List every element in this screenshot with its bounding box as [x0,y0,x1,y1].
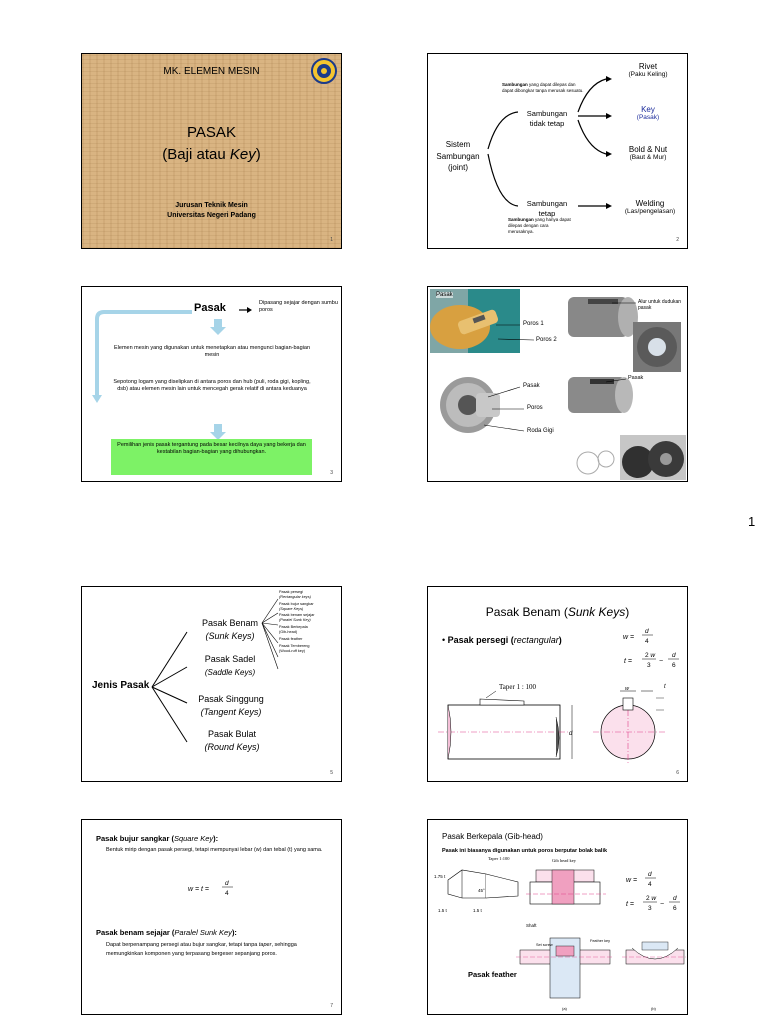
svg-text:6: 6 [672,662,676,669]
slide-number: 6 [676,770,679,776]
note-upper: Sambungan yang dapat dilepas dan dapat dibongkar tanpa merusak sesuatu. [502,82,584,93]
leaf-bolt-nut: Bold & Nut (Baut & Mur) [628,145,668,161]
svg-text:d: d [645,628,649,635]
slide-subtitle: Pasak ini biasanya digunakan untuk poros berputar bolak balik [442,848,608,854]
university-logo [311,58,337,84]
photo-collage [428,287,688,482]
svg-text:4: 4 [648,881,652,888]
svg-text:3: 3 [648,905,652,912]
label-roda-gigi: Roda Gigi [527,428,554,434]
slide-title: PASAK [187,124,236,141]
svg-text:1.5 t: 1.5 t [438,908,447,913]
para-parallel-sunk: Dapat berpenampang persegi atau bujur sangkar, tetapi tanpa taper, sehingga memungkinkan komponen yang terpasang bergeser sepanjang poros. [106,942,297,957]
svg-text:2 w: 2 w [645,652,656,659]
slide-subtitle: (Baji atau Key) [162,146,261,163]
type-sunk: Pasak Benam (Sunk Keys) [201,618,259,642]
taper-label: Taper 1 : 100 [499,683,537,691]
definition-2: Sepotong logam yang diselipkan di antara poros dan hub (puli, roda gigi, kopling, dsb) atau elemen mesin lain untuk mencegah gerak relatif di antara keduanya [113,379,311,393]
svg-text:1.75 t: 1.75 t [434,874,446,879]
node-fixed: Sambungan tetap [526,199,568,219]
svg-text:d: d [225,880,229,887]
slide-2-joint-system [427,53,688,249]
slide-number: 3 [330,470,333,476]
slide-1-title [81,53,342,249]
svg-text:−: − [659,658,664,665]
svg-text:6: 6 [673,905,677,912]
svg-text:Feather key: Feather key [590,939,611,943]
type-saddle: Pasak Sadel (Saddle Keys) [204,654,256,678]
leaf-rivet: Rivet (Paku Keling) [628,62,668,78]
subtype-item: Pasak benam sejajar (Paralel Sunk Key) [279,613,315,623]
definition-1: Elemen mesin yang digunakan untuk menetapkan atau mengunci bagian-bagian mesin [114,345,310,359]
bullet-rectangular: • Pasak persegi (rectangular) [442,635,562,645]
slide-6-sunk-keys [427,586,688,782]
label-poros-2: Poros 2 [536,337,557,343]
subtype-item: Pasak Berkepala (Gib-head) [279,625,308,635]
subtype-item: Pasak feather [279,636,303,641]
svg-text:w =: w = [626,877,638,884]
slide-number: 1 [330,237,333,243]
slide-3-definition [81,286,342,482]
node-not-fixed: Sambungan tidak tetap [526,109,568,129]
gib-head-label: Gib head key [552,858,576,863]
slide-number: 2 [676,237,679,243]
gib-head-drawing [428,820,688,1015]
slide-8-gib-head [427,819,688,1015]
svg-text:t =: t = [624,658,632,665]
label-pasak-3: Pasak [628,375,644,381]
type-round: Pasak Bulat (Round Keys) [204,729,260,753]
svg-text:d: d [569,731,573,737]
heading-square-key: Pasak bujur sangkar (Square Key): [96,834,219,843]
note-lower: Sambungan yang hanya dapat dilepas dengan cara merusaknya. [508,217,571,234]
sunk-key-drawing [428,587,688,782]
svg-text:t =: t = [626,901,634,908]
slide-number: 5 [330,770,333,776]
label-pasak-2: Pasak [523,383,540,389]
pasak-side-note: Dipasang sejajar dengan sumbu poros [259,300,338,314]
svg-text:d: d [673,895,677,902]
slide-number: 7 [330,1003,333,1009]
svg-text:d: d [648,871,652,878]
label-alur: Alur untuk dudukan pasak [638,299,682,312]
taper-label: Taper 1:100 [488,856,510,861]
label-pasak-1: Pasak [436,292,453,298]
pasak-heading: Pasak [194,302,226,314]
key-types-root: Jenis Pasak [92,680,150,691]
feather-label: Pasak feather [468,970,517,979]
subtype-item: Pasak persegi (Rectangular keys) [279,590,311,599]
department: Jurusan Teknik Mesin [175,202,248,209]
svg-text:4: 4 [225,890,229,897]
square-key-formula [82,820,342,1015]
label-poros-1: Poros 1 [523,321,544,327]
university: Universitas Negeri Padang [167,212,256,219]
svg-text:4: 4 [645,638,649,645]
svg-text:w: w [625,686,629,692]
slide-5-key-types [81,586,342,782]
root-node: Sistem Sambungan (joint) [436,140,480,173]
para-square-key: Bentuk mirip dengan pasak persegi, tetapi mempunyai lebar (w) dan tebal (t) yang sama. [106,847,323,853]
slide-4-photos [427,286,688,482]
leaf-welding: Welding (Las/pengelasan) [624,199,676,215]
heading-parallel-sunk: Pasak benam sejajar (Paralel Sunk Key): [96,928,237,937]
subtype-item: Pasak bujur sangkar (Square Keys) [279,601,314,611]
leaf-key: Key (Pasak) [636,105,660,121]
sunk-subtypes [279,590,341,653]
svg-text:t: t [664,684,666,690]
highlight-box: Pemilihan jenis pasak tergantung pada besar kecilnya daya yang bekerja dan kestabilan bagian-bagian yang dihubungkan. [111,439,312,475]
label-poros: Poros [527,405,543,411]
type-tangent: Pasak Singgung (Tangent Keys) [198,694,264,718]
svg-text:2 w: 2 w [646,895,657,902]
slide-title: Pasak Berkepala (Gib-head) [442,832,543,841]
svg-text:w = t =: w = t = [188,886,210,893]
svg-text:Set screw: Set screw [536,943,553,947]
subtype-item: Pasak Tembereng (Wood-ruff key) [279,643,310,653]
fig-a-label: (a) [562,1006,567,1011]
slide-7-square-key [81,819,342,1015]
course-name: MK. ELEMEN MESIN [163,66,260,77]
svg-text:d: d [672,652,676,659]
svg-text:1.5 t: 1.5 t [473,908,482,913]
svg-text:45°: 45° [478,888,485,893]
page-number: 1 [748,514,756,529]
slide-title: Pasak Benam (Sunk Keys) [485,605,630,619]
svg-text:3: 3 [647,662,651,669]
svg-text:−: − [660,901,665,908]
svg-text:Shaft: Shaft [526,923,537,928]
svg-text:w =: w = [623,634,635,641]
fig-b-label: (b) [651,1006,656,1011]
